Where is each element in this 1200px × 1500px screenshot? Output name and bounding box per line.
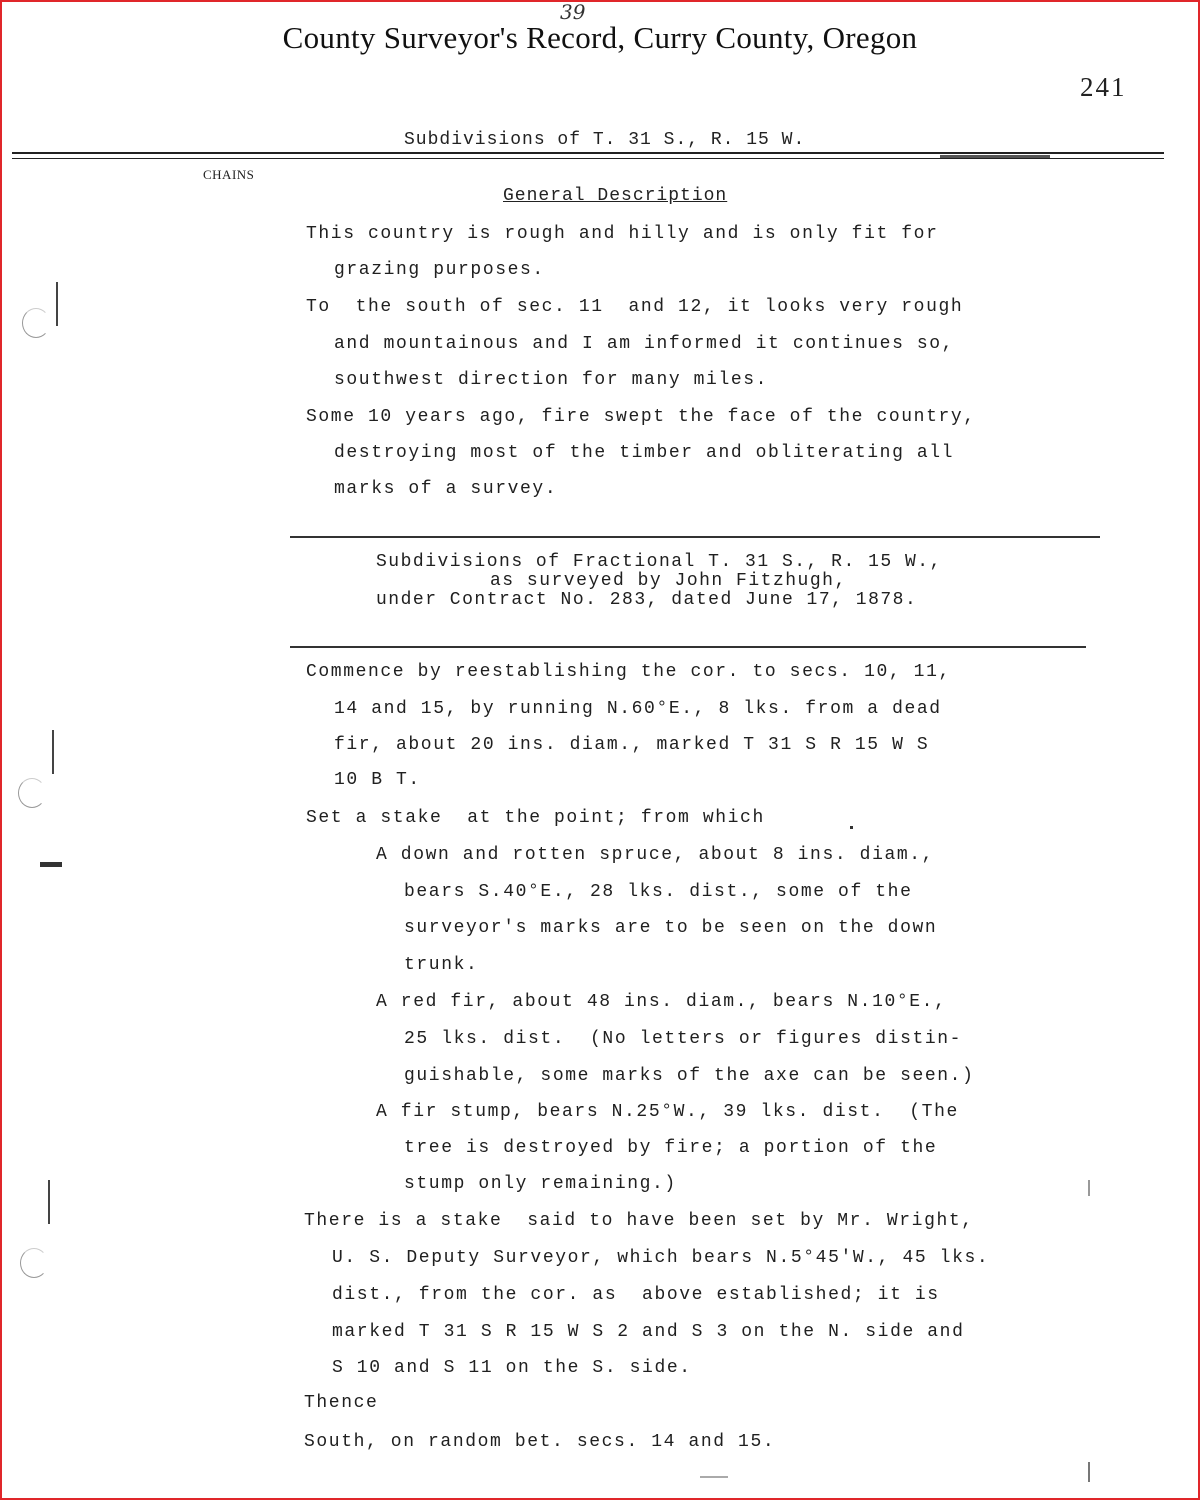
header-rule-thick	[12, 152, 1164, 154]
survey-line: fir, about 20 ins. diam., marked T 31 S R 15 W S	[334, 735, 930, 755]
survey-line: U. S. Deputy Surveyor, which bears N.5°45'W., 45 lks.	[332, 1248, 990, 1268]
binder-hole	[20, 1248, 48, 1278]
binder-mark	[56, 282, 58, 326]
description-line: To the south of sec. 11 and 12, it looks very rough	[306, 297, 964, 317]
binder-hole	[18, 778, 46, 808]
description-line: marks of a survey.	[334, 479, 558, 499]
survey-line: A fir stump, bears N.25°W., 39 lks. dist. (The	[376, 1102, 959, 1122]
section-divider	[290, 536, 1100, 538]
survey-line: 10 B T.	[334, 770, 421, 790]
survey-line: There is a stake said to have been set by Mr. Wright,	[304, 1211, 974, 1231]
contract-line: under Contract No. 283, dated June 17, 1878.	[376, 590, 918, 610]
description-line: and mountainous and I am informed it continues so,	[334, 334, 955, 354]
section-divider	[290, 646, 1086, 648]
survey-line: Thence	[304, 1393, 379, 1413]
binder-mark	[52, 730, 54, 774]
survey-line: Set a stake at the point; from which	[306, 808, 765, 828]
survey-line: A down and rotten spruce, about 8 ins. diam.,	[376, 845, 935, 865]
survey-line: Commence by reestablishing the cor. to secs. 10, 11,	[306, 662, 951, 682]
description-line: southwest direction for many miles.	[334, 370, 769, 390]
scan-speck	[700, 1476, 728, 1478]
sheet-number: 241	[1080, 72, 1127, 102]
survey-line: stump only remaining.)	[404, 1174, 677, 1194]
handwritten-page-number: 39	[560, 0, 586, 24]
survey-line: surveyor's marks are to be seen on the down	[404, 918, 938, 938]
survey-line: guishable, some marks of the axe can be seen.)	[404, 1066, 975, 1086]
survey-line: South, on random bet. secs. 14 and 15.	[304, 1432, 776, 1452]
general-description-heading: General Description	[503, 186, 728, 206]
description-line: This country is rough and hilly and is only fit for	[306, 224, 939, 244]
survey-line: dist., from the cor. as above established; it is	[332, 1285, 940, 1305]
description-line: destroying most of the timber and obliterating all	[334, 443, 955, 463]
description-line: grazing purposes.	[334, 260, 545, 280]
survey-line: A red fir, about 48 ins. diam., bears N.10°E.,	[376, 992, 947, 1012]
contract-line: Subdivisions of Fractional T. 31 S., R. 15 W.,	[376, 552, 942, 572]
scan-speck	[1088, 1180, 1090, 1196]
page-title: County Surveyor's Record, Curry County, Oregon	[282, 20, 918, 55]
survey-line: 14 and 15, by running N.60°E., 8 lks. from a dead	[334, 699, 942, 719]
survey-line: marked T 31 S R 15 W S 2 and S 3 on the N. side and	[332, 1322, 965, 1342]
section-subtitle: Subdivisions of T. 31 S., R. 15 W.	[404, 130, 806, 150]
survey-line: 25 lks. dist. (No letters or figures distin-	[404, 1029, 963, 1049]
scan-speck	[1088, 1462, 1090, 1482]
binder-hole	[22, 308, 50, 338]
ink-smudge	[940, 155, 1050, 158]
survey-line: tree is destroyed by fire; a portion of the	[404, 1138, 938, 1158]
description-line: Some 10 years ago, fire swept the face of the country,	[306, 407, 976, 427]
binder-mark	[48, 1180, 50, 1224]
header-rule-thin	[12, 158, 1164, 159]
contract-line: as surveyed by John Fitzhugh,	[490, 571, 847, 591]
scan-speck	[40, 862, 62, 867]
chains-column-label: CHAINS	[203, 167, 255, 182]
survey-line: bears S.40°E., 28 lks. dist., some of the	[404, 882, 913, 902]
scan-speck	[850, 826, 853, 829]
survey-line: S 10 and S 11 on the S. side.	[332, 1358, 692, 1378]
survey-line: trunk.	[404, 955, 479, 975]
